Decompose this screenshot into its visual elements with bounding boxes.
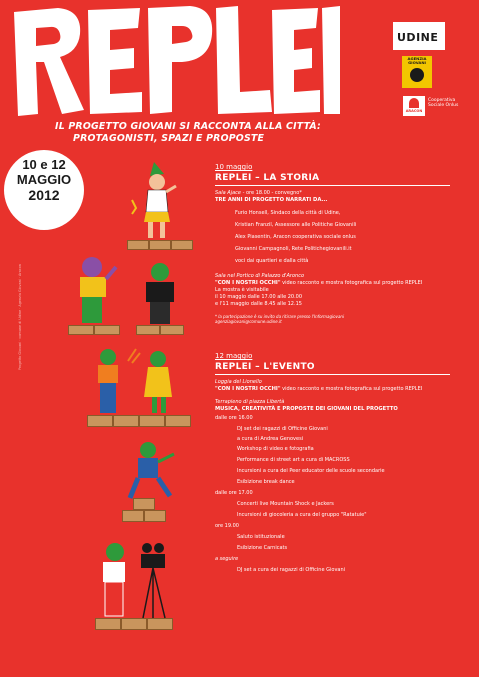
radiation-icon [410,68,424,82]
day1-venue1: Sala Ajace [215,190,241,196]
day2-item-a2: Workshop di video e fotografia [237,446,314,452]
platform-block [160,325,184,335]
day1-time1: - ore 18.00 - convegno* [240,190,302,196]
day2-item-b1: Incursioni di giocoleria a cura del gruppo "Ratatuie" [237,512,367,518]
title-letter-p [148,6,212,114]
day2-item-b0: Concerti live Mountain Shock e Jackers [237,501,334,507]
headline-line2: PROTAGONISTI, SPAZI E PROPOSTE [73,132,265,144]
figure-two-kids [92,345,182,417]
day2-item-a1: a cura di Andrea Genovesi [237,436,304,442]
title-logo [10,2,340,120]
day2-title: REPLEI – L'EVENTO [215,361,450,375]
day1-exhibit-hours2: e l'11 maggio dalle 8.45 alle 12.15 [215,301,302,307]
date-badge-days: 10 e 12 [22,157,66,172]
headline-line1: IL PROGETTO GIOVANI SI RACCONTA ALLA CITTÀ: [55,121,322,132]
day1-speaker-3: Giovanni Campagnoli, Rete Politichegiovanili.it [235,246,352,252]
sponsor-logo-aracon-text: ARACON [405,109,423,113]
day2-time-b: dalle ore 17.00 [215,490,253,496]
day2-item-c1: Esibizione Carnicats [237,545,288,551]
day1-exhibit-hours1: il 10 maggio dalle 17.00 alle 20.00 [215,294,303,300]
headline [55,121,365,144]
sponsor-caption-aracon: Cooperativa Sociale Onlus [428,98,459,108]
figure-purple-man [72,255,122,327]
day1-date: 10 maggio [215,163,253,171]
figure-cameraman [95,540,180,620]
figure-girl-party-hat [130,160,190,242]
day2-item-c0: Saluto istituzionale [237,534,285,540]
title-letter-e [88,8,142,114]
sponsor-logo-agenzia-text: AGENZIA GIOVANI [407,56,427,65]
day2-item-d0: DJ set a cura dei ragazzi di Officine Giovani [237,567,346,573]
title-letter-e2 [272,8,320,114]
day1-title: REPLEI – LA STORIA [215,172,450,186]
day1-exhibit-note: La mostra è visitabile [215,287,269,293]
sponsor-logo-udine [393,22,445,50]
date-badge [4,150,84,230]
title-letter-l [216,6,272,114]
day1-venue2: Sala nel Portico di Palazzo d'Aronco [215,273,305,279]
day2-time-a: dalle ore 16.00 [215,415,253,421]
day2-exhibit-desc: video racconto e mostra fotografica sul progetto REPLEI [280,386,423,392]
program [215,163,475,576]
date-badge-year: 2012 [28,187,60,203]
platform-block [144,510,166,522]
day2-date: 12 maggio [215,352,253,360]
platform-block [136,325,160,335]
side-credits: Progetto Giovani · comune di Udine · Agenzia Giovani · Aracon [18,264,22,370]
day2-exhibit-title: "CON I NOSTRI OCCHI" [215,386,281,392]
day1-exhibit-desc: video racconto e mostra fotografica sul progetto REPLEI [280,280,423,286]
date-badge-month: MAGGIO [16,172,72,187]
day1-speaker-4: voci dai quartieri e dalla città [235,258,309,264]
day1-footnote: * la partecipazione è su invito da ritirare presso l'Informagiovani [215,314,345,319]
day2-time-c: ore 19.00 [215,523,239,529]
day1-speaker-0: Furio Honsell, Sindaco della città di Udine, [235,210,341,216]
day2-music-title: MUSICA, CREATIVITÀ E PROPOSTE DEI GIOVANI DEL PROGETTO [215,406,398,412]
day1-footnote-email: agenziagiovani@comune.udine.it [215,319,282,324]
day2-venue2: Terrapieno di piazza Libertà [215,399,285,405]
title-letter-r [14,8,84,116]
day2-item-a3: Performance di street art a cura di MACROSS [237,457,350,463]
day2-item-a4: Incursioni a cura dei Peer educator delle scuole secondarie [237,468,385,474]
title-letter-i [322,6,340,114]
day2-time-d: a seguire [215,556,239,562]
sponsor-logo-aracon [403,96,425,116]
day2-item-a0: DJ set dei ragazzi di Officine Giovani [237,426,328,432]
day1-exhibit-title: "CON I NOSTRI OCCHI" [215,280,281,286]
figure-green-man [140,262,182,326]
sponsor-logo-udine-text: UDINE [397,31,439,44]
figure-dancer [122,440,182,502]
people-icon [409,98,419,108]
day1-speaker-1: Kristian Franzil, Assessore alle Politiche Giovanili [235,222,357,228]
platform-block [122,510,144,522]
day1-talk-title: TRE ANNI DI PROGETTO NARRATI DA... [215,197,328,203]
sponsor-logo-agenzia-giovani [402,56,432,88]
day1-speaker-2: Alex Piasentin, Aracon cooperativa sociale onlus [235,234,356,240]
day2-venue1: Loggia del Lionello [215,379,262,385]
day2-item-a5: Esibizione break dance [237,479,295,485]
